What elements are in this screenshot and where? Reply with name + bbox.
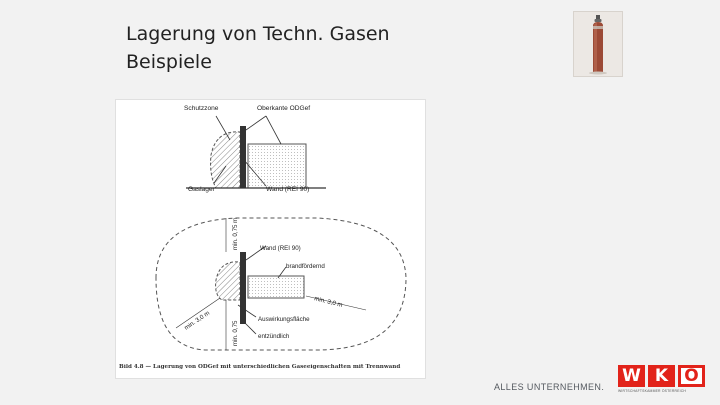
dim-left-diag-label: min. 3,0 m	[183, 309, 212, 332]
label-entzuendlich: entzündlich	[258, 333, 290, 340]
top-gas-storage	[248, 144, 306, 188]
logo-subtitle: WIRTSCHAFTSKAMMER ÖSTERREICH	[618, 389, 687, 393]
bottom-wall	[240, 252, 246, 324]
title-line-1: Lagerung von Techn. Gasen	[126, 23, 390, 45]
storage-diagram	[116, 100, 425, 362]
dim-top-label: min. 0,75 m	[232, 217, 239, 250]
logo-letter-k: K	[648, 365, 675, 387]
label-auswirkungsflaeche: Auswirkungsfläche	[258, 316, 310, 323]
leader-entzuendlich	[244, 322, 256, 334]
label-oberkante: Oberkante ODGef	[257, 105, 311, 112]
logo-letter-o: O	[678, 365, 705, 387]
label-top-wand: Wand (REI 90)	[266, 186, 310, 193]
top-protection-zone	[211, 132, 240, 188]
bottom-protection-zone	[216, 262, 240, 300]
top-diagram	[184, 105, 326, 193]
dim-right-label: min. 3,0 m	[313, 295, 344, 309]
dim-left-vertical-label: min. 0,75	[232, 320, 239, 346]
leader-oberkante-a	[246, 116, 266, 130]
logo-letter-w: W	[618, 365, 645, 387]
slide-title	[126, 20, 390, 76]
gas-cylinder-graphic	[574, 12, 622, 76]
storage-diagram-figure	[115, 99, 426, 379]
label-gaslager: Gaslager	[188, 186, 215, 193]
label-schutzzone: Schutzzone	[184, 105, 219, 112]
gas-cylinder-photo-icon	[573, 11, 623, 77]
leader-oberkante-b	[266, 116, 281, 144]
figure-caption: Bild 4.8 — Lagerung von ODGef mit unterschiedlichen Gaseeigenschaften mit Trennwand	[119, 364, 401, 370]
label-bottom-wand: Wand (REI 90)	[260, 245, 301, 252]
footer-tagline: ALLES UNTERNEHMEN.	[494, 382, 605, 392]
bottom-gas-storage	[248, 276, 304, 298]
label-brandfoerdernd: brandfördernd	[286, 263, 325, 270]
top-wall	[240, 126, 246, 188]
wko-logo	[618, 365, 708, 397]
bottom-diagram	[156, 218, 406, 350]
title-line-2: Beispiele	[126, 51, 212, 73]
